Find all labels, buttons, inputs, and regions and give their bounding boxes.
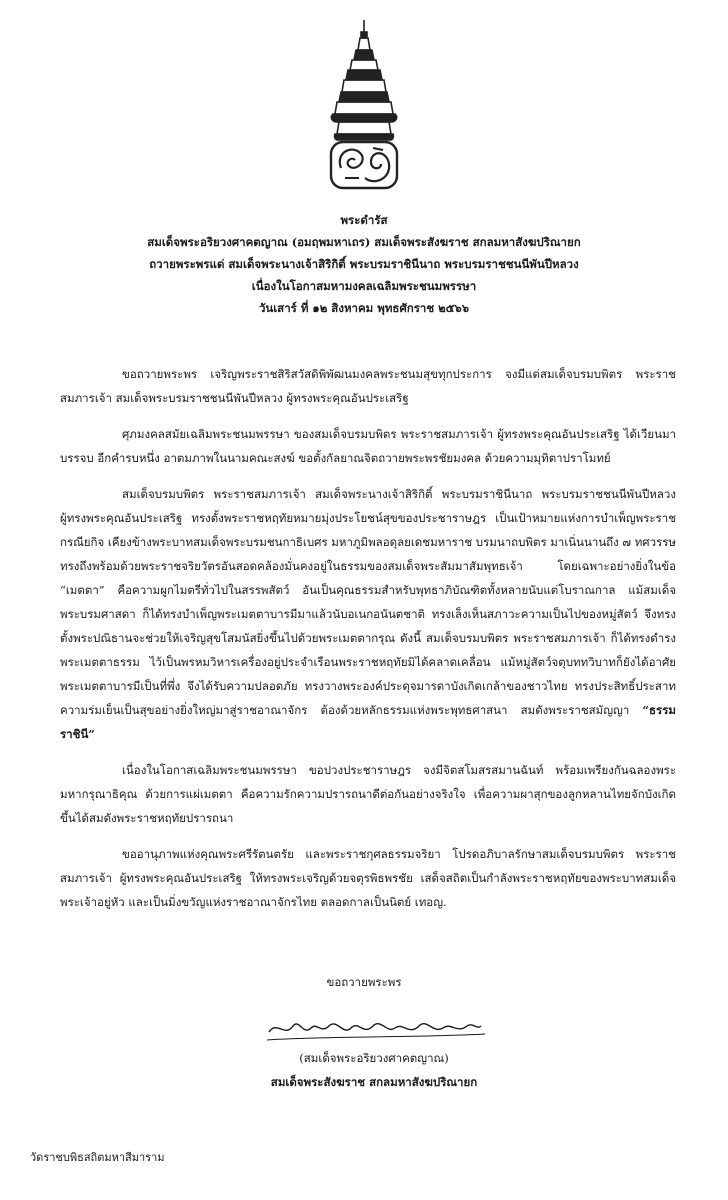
royal-emblem: [319, 18, 409, 200]
quote-dhammarajini: “ธรรมราชินี”: [60, 703, 676, 741]
quote-metta: “เมตตา”: [60, 583, 105, 597]
handwritten-signature: [259, 1010, 489, 1046]
heading-recipient: ถวายพระพรแด่ สมเด็จพระนางเจ้าสิริกิติ์ พระบรมราชินีนาถ พระบรมราชชนนีพันปีหลวง: [149, 257, 579, 271]
issuing-temple: วัดราชบพิธสถิตมหาสีมาราม: [30, 1151, 165, 1164]
body-paragraph-1: ขอถวายพระพร เจริญพระราชสิริสวัสดิพิพัฒนมงคลพระชนมสุขทุกประการ จงมีแด่สมเด็จบรมบพิตร พระราชสมภารเจ้า สมเด็จพระบรมราชชนนีพันปีหลวง ผู้ทรงพระคุณอันประเสริฐ: [60, 367, 676, 405]
signatory-name: (สมเด็จพระอริยวงศาคตญาณ): [299, 1051, 449, 1065]
heading-author: สมเด็จพระอริยวงศาคตญาณ (อมฤพมหาเถร) สมเด็จพระสังฆราช สกลมหาสังฆปริณายก: [147, 235, 581, 249]
body-paragraph-4: เนื่องในโอกาสเฉลิมพระชนมพรรษา ขอปวงประชาราษฎร จงมีจิตสโมสรสมานฉันท์ พร้อมเพรียงกันฉลองพระมหากรุณาธิคุณ ด้วยการแผ่เมตตา คือความรักความปรารถนาดีต่อกันอย่างจริงใจ เพื่อความผาสุกของลูกหลานไทยจักบังเกิดขึ้นได้สมดังพระราชหฤทัยปรารถนา: [60, 763, 676, 825]
closing-blessing: ขอถวายพระพร: [326, 975, 402, 989]
body-paragraph-3-part-1: สมเด็จบรมบพิตร พระราชสมภารเจ้า สมเด็จพระนางเจ้าสิริกิติ์ พระบรมราชินีนาถ พระบรมราชชนนีพันปีหลวง ผู้ทรงพระคุณอันประเสริฐ ทรงตั้งพระราชหฤทัยหมายมุ่งประโยชน์สุขของประชาราษฎร เป็นเป้าหมายแห่งการบำเพ็ญพระราชกรณียกิจ เคียงข้างพระบาทสมเด็จพระบรมชนกาธิเบศร มหาภูมิพลอดุลยเดชมหาราช บรมนาถบพิตร มาเนิ่นนานถึง ๗ ทศวรรษ ทรงถึงพร้อมด้วยพระราชจริยวัตรอันสอดคล้องมั่นคงอยู่ในธรรมของสมเด็จพระสัมมาสัมพุทธเจ้า โดยเฉพาะอย่างยิ่งในข้อ: [60, 487, 676, 573]
heading-title: พระดำรัส: [340, 213, 388, 227]
body-paragraph-3-part-2: คือความผูกไมตรีทั่วไปในสรรพสัตว์ อันเป็นคุณธรรมสำหรับพุทธาภิบัณฑิตทั้งหลายนับแต่โบราณกาล แม้สมเด็จพระบรมศาสดา ก็ได้ทรงบำเพ็ญพระเมตตาบารมีมาแล้วนับอเนกอนันตชาติ ทรงเล็งเห็นสภาวะความเป็นไปของหมู่สัตว์ จึงทรงตั้งพระปณิธานจะช่วยให้เจริญสุขโสมนัสยิ่งขึ้นไปด้วยพระเมตตากรุณ ดังนี้ สมเด็จบรมบพิตร พระราชสมภารเจ้า ก็ได้ทรงดำรงพระเมตตาธรรม ไว้เป็นพรหมวิหารเครื่องอยู่ประจำเรือนพระราชหฤทัยมิได้คลาดเคลื่อน แม้หมู่สัตว์จตุบททวิบาทก็ยังได้อาศัยพระเมตตาบารมีเป็นที่พึ่ง จึงได้รับความปลอดภัย ทรงวางพระองค์ประดุจมารดาบังเกิดเกล้าของชาวไทย ทรงประสิทธิ์ประสาทความร่มเย็นเป็นสุขอย่างยิ่งใหญ่มาสู่ราชอาณาจักร ต้องด้วยหลักธรรมแห่งพระพุทธศาสนา สมดังพระราชสมัญญา: [60, 583, 676, 717]
signature-block: [254, 1010, 494, 1094]
body-paragraph-2: ศุภมงคลสมัยเฉลิมพระชนมพรรษา ของสมเด็จบรมบพิตร พระราชสมภารเจ้า ผู้ทรงพระคุณอันประเสริฐ ได้เวียนมาบรรจบ อีกคำรบหนึ่ง อาตมภาพในนามคณะสงฆ์ ขอตั้งกัลยาณจิตถวายพระพรชัยมงคล ด้วยความมุทิตาปราโมทย์: [60, 427, 676, 465]
body-paragraph-5: ขออานุภาพแห่งคุณพระศรีรัตนตรัย และพระราชกุศลธรรมจริยา โปรดอภิบาลรักษาสมเด็จบรมบพิตร พระราชสมภารเจ้า ผู้ทรงพระคุณอันประเสริฐ ให้ทรงพระเจริญด้วยจตุรพิธพรชัย เสด็จสถิตเป็นกำลังพระราชหฤทัยของพระบาทสมเด็จพระเจ้าอยู่หัว และเป็นมิ่งขวัญแห่งราชอาณาจักรไทย ตลอดกาลเป็นนิตย์ เทอญ.: [60, 847, 676, 909]
body-paragraph-3: [60, 482, 676, 746]
signatory-title: สมเด็จพระสังฆราช สกลมหาสังฆปริณายก: [270, 1075, 478, 1089]
heading-date: วันเสาร์ ที่ ๑๒ สิงหาคม พุทธศักราช ๒๕๖๖: [258, 301, 470, 315]
proclamation-body: [60, 362, 676, 926]
heading-occasion: เนื่องในโอกาสมหามงคลเฉลิมพระชนมพรรษา: [251, 279, 477, 293]
proclamation-heading: [40, 209, 688, 319]
